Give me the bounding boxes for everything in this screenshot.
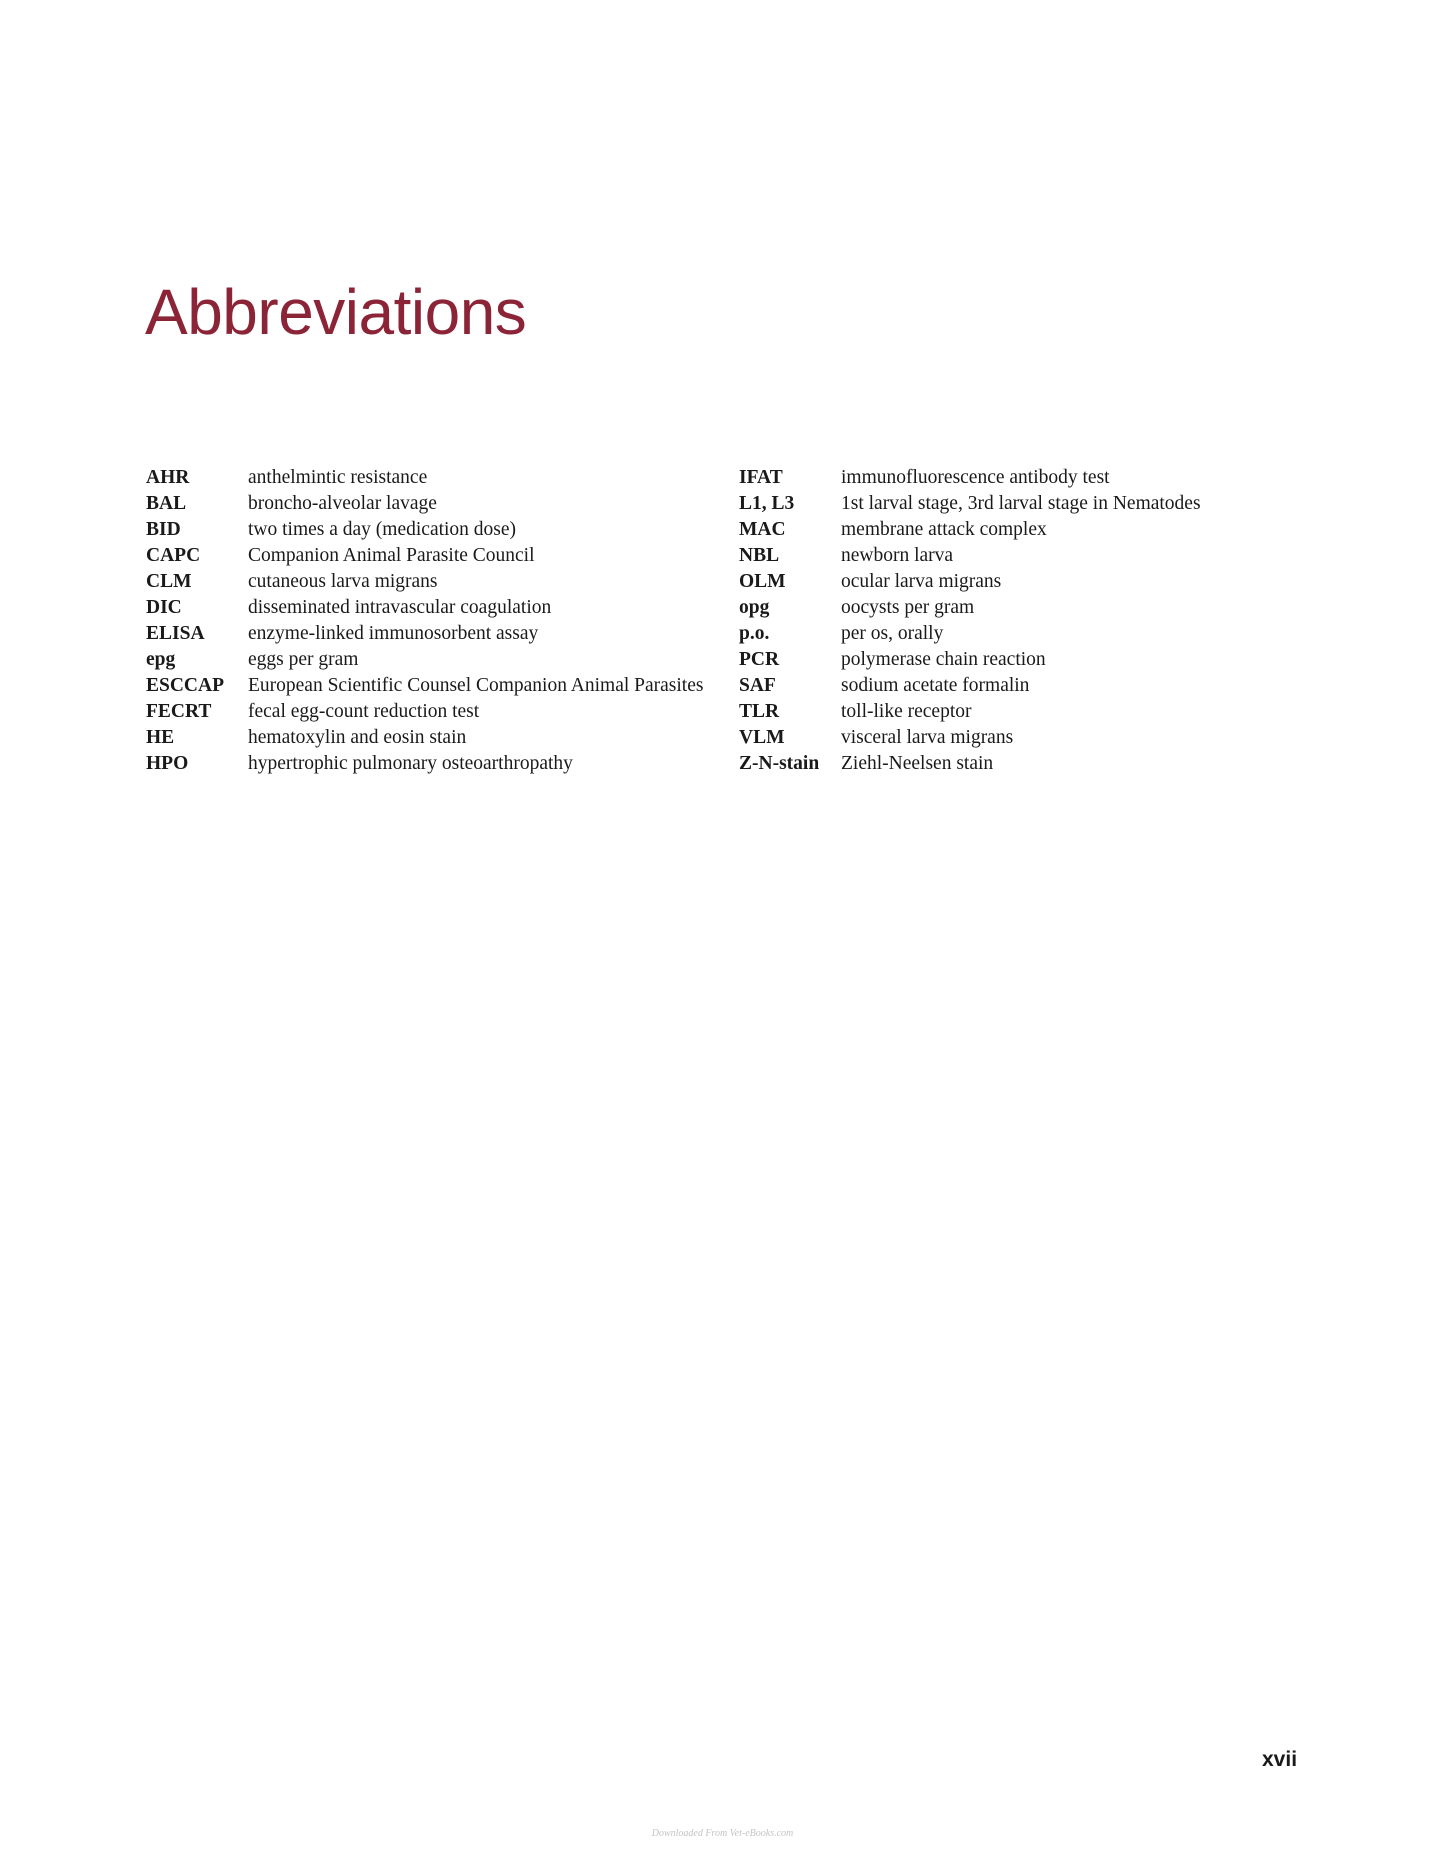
- abbreviation-row: [739, 595, 1201, 621]
- abbreviation-term: CLM: [146, 571, 192, 592]
- abbreviation-term: OLM: [739, 571, 786, 592]
- abbreviation-definition: fecal egg-count reduction test: [248, 701, 480, 722]
- abbreviation-term: opg: [739, 597, 770, 618]
- abbreviation-row: [146, 543, 703, 569]
- abbreviation-row: [739, 517, 1201, 543]
- abbreviation-term: SAF: [739, 675, 776, 696]
- abbreviation-definition: broncho-alveolar lavage: [248, 493, 437, 514]
- abbreviation-definition: disseminated intravascular coagulation: [248, 597, 552, 618]
- abbreviation-term: epg: [146, 649, 176, 670]
- abbreviation-row: [146, 569, 703, 595]
- abbreviation-term: DIC: [146, 597, 182, 618]
- abbreviation-definition: newborn larva: [841, 545, 954, 566]
- abbreviation-definition: immunofluorescence antibody test: [841, 467, 1110, 488]
- abbreviation-definition: sodium acetate formalin: [841, 675, 1030, 696]
- abbreviation-row: [146, 621, 703, 647]
- abbreviation-row: [739, 647, 1201, 673]
- abbreviation-row: [739, 699, 1201, 725]
- abbreviation-term: p.o.: [739, 623, 770, 644]
- abbreviation-list-left: [146, 465, 703, 777]
- abbreviation-definition: visceral larva migrans: [841, 727, 1014, 748]
- abbreviation-row: [146, 673, 703, 699]
- abbreviation-term: BAL: [146, 493, 187, 514]
- abbreviation-row: [739, 543, 1201, 569]
- abbreviation-term: VLM: [739, 727, 785, 748]
- abbreviation-row: [146, 725, 703, 751]
- abbreviation-definition: toll-like receptor: [841, 701, 972, 722]
- abbreviation-definition: two times a day (medication dose): [248, 519, 517, 540]
- abbreviation-term: ELISA: [146, 623, 205, 644]
- abbreviation-definition: cutaneous larva migrans: [248, 571, 438, 592]
- abbreviation-definition: Ziehl-Neelsen stain: [841, 753, 994, 774]
- abbreviation-row: [739, 491, 1201, 517]
- abbreviation-term: AHR: [146, 467, 190, 488]
- abbreviation-row: [739, 673, 1201, 699]
- abbreviation-term: MAC: [739, 519, 786, 540]
- abbreviation-term: TLR: [739, 701, 780, 722]
- abbreviation-definition: enzyme-linked immunosorbent assay: [248, 623, 539, 644]
- abbreviation-term: ESCCAP: [146, 675, 225, 696]
- abbreviation-list-right: [739, 465, 1201, 777]
- abbreviation-row: [146, 465, 703, 491]
- abbreviation-definition: oocysts per gram: [841, 597, 975, 618]
- footer-watermark: Downloaded From Vet-eBooks.com: [651, 1828, 794, 1839]
- abbreviation-row: [739, 725, 1201, 751]
- page-title: Abbreviations: [145, 276, 527, 348]
- abbreviation-row: [146, 647, 703, 673]
- abbreviation-term: HE: [146, 727, 175, 748]
- abbreviation-row: [739, 751, 1201, 777]
- abbreviation-term: Z-N-stain: [739, 753, 820, 774]
- page-number: xvii: [1262, 1748, 1298, 1771]
- abbreviation-term: CAPC: [146, 545, 201, 566]
- abbreviation-definition: hypertrophic pulmonary osteoarthropathy: [248, 753, 573, 774]
- abbreviation-definition: ocular larva migrans: [841, 571, 1002, 592]
- abbreviation-row: [146, 595, 703, 621]
- abbreviation-term: PCR: [739, 649, 780, 670]
- abbreviation-row: [739, 621, 1201, 647]
- abbreviation-row: [739, 569, 1201, 595]
- abbreviation-term: HPO: [146, 753, 189, 774]
- abbreviation-definition: European Scientific Counsel Companion Animal Parasites: [248, 675, 704, 696]
- abbreviation-definition: eggs per gram: [248, 649, 359, 670]
- abbreviation-definition: Companion Animal Parasite Council: [248, 545, 535, 566]
- abbreviation-term: NBL: [739, 545, 780, 566]
- abbreviation-definition: 1st larval stage, 3rd larval stage in Nematodes: [841, 493, 1201, 514]
- abbreviation-row: [146, 751, 703, 777]
- abbreviation-term: BID: [146, 519, 181, 540]
- abbreviation-definition: anthelmintic resistance: [248, 467, 428, 488]
- abbreviation-definition: membrane attack complex: [841, 519, 1047, 540]
- abbreviation-definition: polymerase chain reaction: [841, 649, 1046, 670]
- abbreviation-term: L1, L3: [739, 493, 795, 514]
- abbreviation-row: [146, 699, 703, 725]
- abbreviation-row: [146, 491, 703, 517]
- abbreviation-definition: per os, orally: [841, 623, 944, 644]
- abbreviation-row: [739, 465, 1201, 491]
- abbreviation-definition: hematoxylin and eosin stain: [248, 727, 467, 748]
- abbreviation-term: IFAT: [739, 467, 783, 488]
- abbreviation-row: [146, 517, 703, 543]
- abbreviation-term: FECRT: [146, 701, 212, 722]
